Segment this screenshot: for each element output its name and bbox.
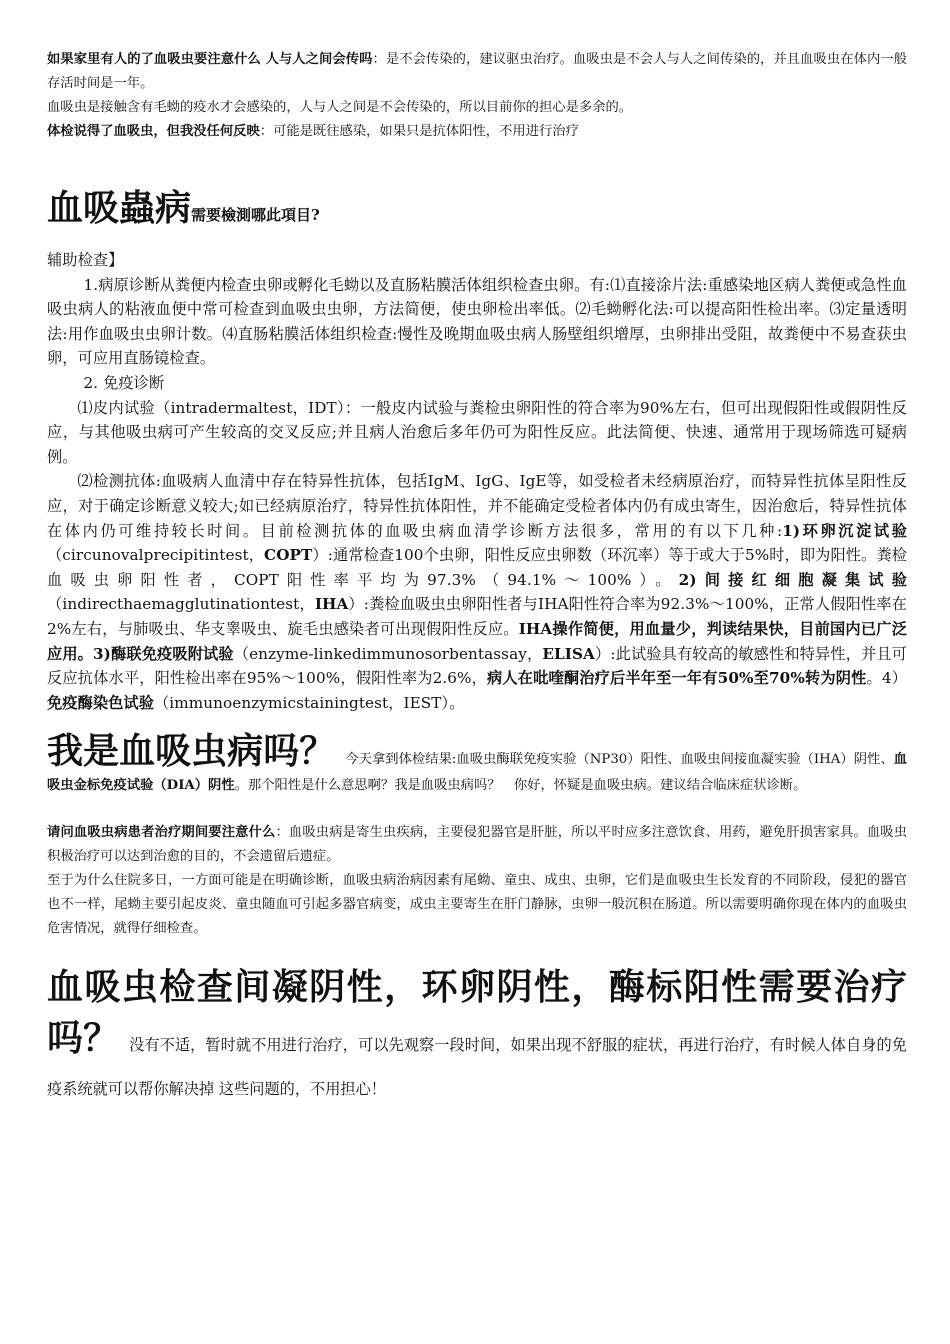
question-treatment-care: 请问血吸虫病患者治疗期间要注意什么 (47, 825, 276, 841)
copt-abbr: COPT (264, 546, 313, 565)
iha-summary-and-elisa-name: IHA操作简便，用血量少，判读结果快，目前国内已广泛应用。3)酶联免疫吸附试验 (47, 619, 907, 663)
paragraph-intradermal-test: ⑴皮内试验（intradermaltest，IDT）：一般皮内试验与粪检虫卵阳性的符合率为90%左右，但可出现假阳性或假阴性反应，与其他吸虫病可产生较高的交叉反应;并且病人治愈后多年仍可为阳性反应。此法简便、快速、通常用于现场筛选可疑病例。 (47, 398, 907, 466)
iest-name: 免疫酶染色试验 (47, 693, 155, 712)
iha-name: 2)间接红细胞凝集试验 (678, 570, 907, 589)
iha-english: （indirecthaemagglutinationtest， (47, 595, 315, 614)
section-treatment-care (47, 821, 907, 941)
doctor-reply: 。那个阳性是什么意思啊？我是血吸虫病吗？ 你好，怀疑是血吸虫病。建议结合临床症状诊断。 (234, 778, 807, 794)
question-no-symptoms: 体检说得了血吸虫，但我没任何反映 (47, 124, 260, 139)
iha-abbr: IHA (314, 595, 349, 614)
answer-treatment-care: ：血吸虫病是寄生虫疾病，主要侵犯器官是肝脏，所以平时应多注意饮食、用药，避免肝损害家具。血吸虫积极治疗可以达到治愈的目的，不会遗留后遗症。 (47, 825, 908, 865)
heading-tests-subtitle: 需要檢測哪此項目? (191, 206, 320, 224)
copt-description: ）:通常检查100个虫卵，阳性反应虫卵数（环沉率）等于或大于5%时，即为阳性。粪检血吸虫卵阳性者，COPT阳性率平均为97.3%（94.1%～100%）。 (47, 546, 907, 589)
paragraph-pathogen-diagnosis: 1.病原诊断从粪便内检查虫卵或孵化毛蚴以及直肠粘膜活体组织检查虫卵。有:⑴直接涂片法:重感染地区病人粪便或急性血吸虫病人的粘液血便中常可检查到血吸虫虫卵，方法简便，使虫卵检出率低。⑵毛蚴孵化法:可以提高阳性检出率。⑶定量透明法:用作血吸虫虫卵计数。⑷直肠粘膜活体组织检查:慢性及晚期血吸虫病人肠壁组织增厚，虫卵排出受阻，故粪便中不易查获虫卵，可应用直肠镜检查。 (47, 275, 907, 368)
answer-contagion: ：是不会传染的，建议驱虫治疗。血吸虫是不会人与人之间传染的，并且血吸虫在体内一般存活时间是一年。 (47, 52, 907, 91)
qa-need-treatment (47, 965, 907, 1111)
answer-no-symptoms: ：可能是既往感染，如果只是抗体阳性，不用进行治疗 (259, 124, 579, 139)
document-page (47, 46, 907, 1111)
aux-exam-label: 辅助检查】 (47, 251, 124, 269)
heading-tests-title: 血吸蟲病 (47, 187, 192, 229)
elisa-abbr: ELISA (542, 644, 595, 663)
copt-english: （circunovalprecipitintest， (47, 546, 264, 565)
heading-tests (47, 186, 907, 230)
heading-need-treatment: 血吸虫检查间凝阴性，环卵阴性，酶标阳性需要治疗吗？ (47, 966, 907, 1060)
elisa-english: （enzyme-linkedimmunosorbentassay， (233, 644, 543, 663)
qa-treatment-care (47, 821, 907, 869)
copt-name: 1)环卵沉淀试验 (782, 521, 907, 540)
paragraph-hospital-stay: 至于为什么住院多日，一方面可能是在明确诊断，血吸虫病治病因素有尾蚴、童虫、成虫、虫卵，它们是血吸虫生长发育的不同阶段，侵犯的器官也不一样，尾蚴主要引起皮炎、童虫随血可引起多器官病变，成虫主要寄生在肝门静脉，虫卵一般沉积在肠道。所以需要明确你现在体内的血吸虫危害情况，就得仔细检查。 (47, 873, 907, 937)
antibody-intro: ⑵检测抗体:血吸病人血清中存在特异性抗体，包括IgM、IgG、IgE等，如受检者未经病原治疗，而特异性抗体呈阳性反应，对于确定诊断意义较大;如已经病原治疗，特异性抗体阳性，并不能确定受检者体内仍有成虫寄生，因治愈后，特异性抗体在体内仍可维持较长时间。目前检测抗体的血吸虫病血清学诊断方法很多，常用的有以下几种: (47, 472, 907, 540)
iest-number: 。4） (866, 669, 907, 688)
question-contagion: 如果家里有人的了血吸虫要注意什么 人与人之间会传吗 (47, 52, 373, 67)
section-tests (47, 186, 907, 715)
qa-paragraph-no-symptoms (47, 120, 907, 144)
heading-am-i-infected: 我是血吸虫病吗？ (47, 730, 336, 773)
qa-paragraph-contagion (47, 48, 907, 96)
paragraph-infection-route: 血吸虫是接触含有毛蚴的疫水才会感染的，人与人之间是不会传染的，所以目前你的担心是多余的。 (47, 100, 633, 115)
section-need-treatment (47, 965, 907, 1111)
paragraph-immune-diagnosis-heading: 2. 免疫诊断 (83, 373, 165, 392)
answer-need-treatment: 没有不适，暂时就不用进行治疗，可以先观察一段时间，如果出现不舒服的症状，再进行治疗，有时候人体自身的免疫系统就可以帮你解决掉 这些问题的，不用担心！ (47, 1036, 907, 1099)
paragraph-antibody-tests (47, 469, 907, 715)
elisa-description: ）:此试验具有较高的敏感性和特异性，并且可反应抗体水平，阳性检出率在95%～100%，假阳性率为2.6%， (47, 644, 907, 688)
dia-result: 血吸虫金标免疫试验（DIA）阴性 (47, 752, 907, 794)
praziquantel-note: 病人在吡喹酮治疗后半年至一年有50%至70%转为阴性 (487, 669, 867, 688)
iest-english: （immunoenzymicstainingtest，IEST）。 (154, 693, 465, 712)
section-intro (47, 48, 907, 144)
iha-description: ）:粪检血吸虫虫卵阳性者与IHA阳性符合率为92.3%～100%，正常人假阳性率在2%左右，与肺吸虫、华支睾吸虫、旋毛虫感染者可出现假阳性反应。 (47, 595, 907, 638)
section-am-i-infected (47, 729, 907, 799)
test-results-text: 今天拿到体检结果:血吸虫酶联免疫实验（NP30）阳性、血吸虫间接血凝实验（IHA）阴性、 (345, 752, 894, 768)
qa-am-i-infected (47, 729, 907, 799)
